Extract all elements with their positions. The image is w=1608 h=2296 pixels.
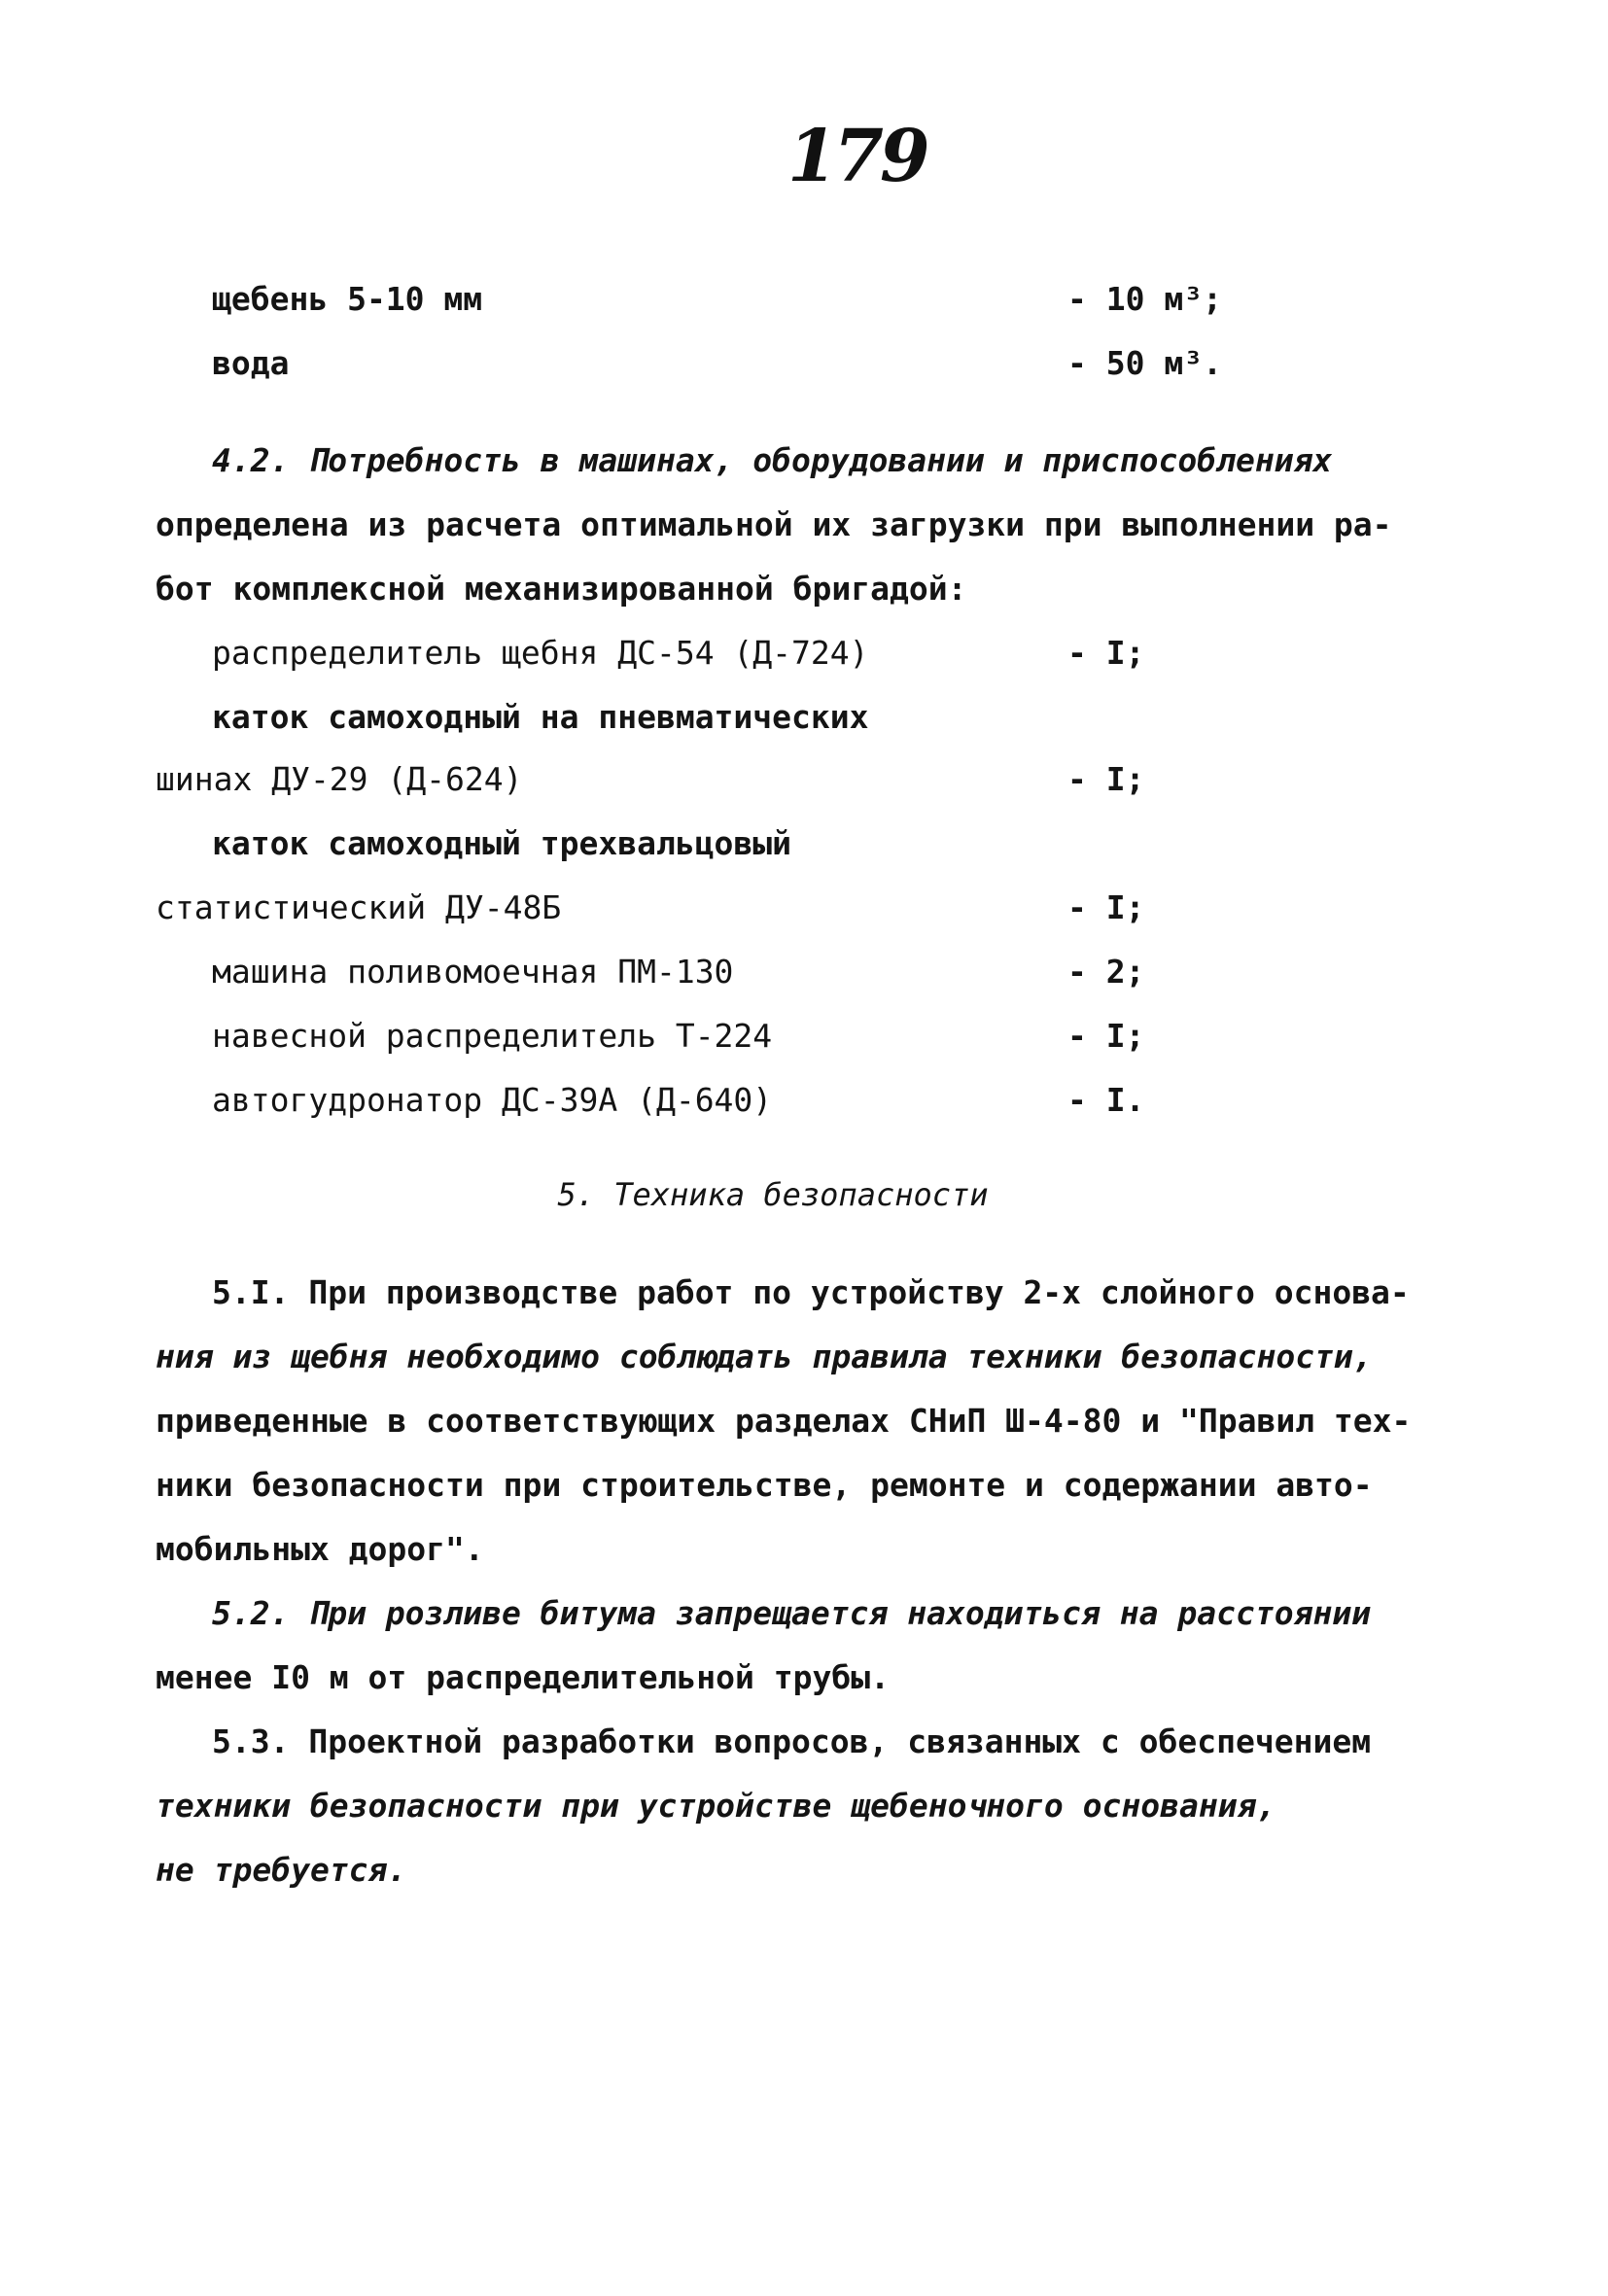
machine-qty: - I;	[1067, 1017, 1145, 1055]
machine-name: шинах ДУ-29 (Д-624)	[156, 760, 523, 798]
machine-qty: - I;	[1067, 760, 1145, 798]
machine-qty: - 2;	[1067, 953, 1145, 991]
material-name: вода	[212, 344, 290, 382]
paragraph-line: ники безопасности при строительстве, ремонте и содержании авто-	[156, 1466, 1373, 1504]
paragraph-line: мобильных дорог".	[156, 1530, 484, 1568]
paragraph-line: 4.2. Потребность в машинах, оборудовании и приспособлениях	[212, 441, 1333, 479]
paragraph-line: менее I0 м от распределительной трубы.	[156, 1658, 890, 1696]
paragraph-line: 5.2. При розливе битума запрещается находиться на расстоянии	[212, 1594, 1372, 1632]
machine-qty: - I.	[1067, 1081, 1145, 1119]
paragraph-line: техники безопасности при устройстве щебеночного основания,	[156, 1787, 1276, 1825]
machine-name: навесной распределитель Т-224	[212, 1017, 773, 1055]
paragraph-line: не требуется.	[156, 1851, 407, 1889]
material-value: - 10 м³;	[1067, 280, 1222, 318]
paragraph-line: определена из расчета оптимальной их загрузки при выполнении ра-	[156, 505, 1392, 543]
machine-name: каток самоходный на пневматических	[212, 698, 869, 736]
machine-name: распределитель щебня ДС-54 (Д-724)	[212, 634, 869, 672]
machine-name: каток самоходный трехвальцовый	[212, 824, 792, 862]
paragraph-line: ния из щебня необходимо соблюдать правила техники безопасности,	[156, 1338, 1373, 1375]
paragraph-line: бот комплексной механизированной бригадой:	[156, 570, 967, 608]
section-title: 5. Техника безопасности	[557, 1176, 989, 1213]
material-value: - 50 м³.	[1067, 344, 1222, 382]
paragraph-line: 5.I. При производстве работ по устройству 2-х слойного основа-	[212, 1273, 1410, 1311]
machine-qty: - I;	[1067, 634, 1145, 672]
machine-name: автогудронатор ДС-39А (Д-640)	[212, 1081, 773, 1119]
machine-name: статистический ДУ-48Б	[156, 888, 562, 926]
page-number: 179	[787, 115, 926, 198]
material-name: щебень 5-10 мм	[212, 280, 483, 318]
machine-qty: - I;	[1067, 888, 1145, 926]
paragraph-line: приведенные в соответствующих разделах СНиП Ш-4-80 и "Правил тех-	[156, 1402, 1412, 1440]
paragraph-line: 5.3. Проектной разработки вопросов, связанных с обеспечением	[212, 1722, 1372, 1760]
machine-name: машина поливомоечная ПМ-130	[212, 953, 734, 991]
